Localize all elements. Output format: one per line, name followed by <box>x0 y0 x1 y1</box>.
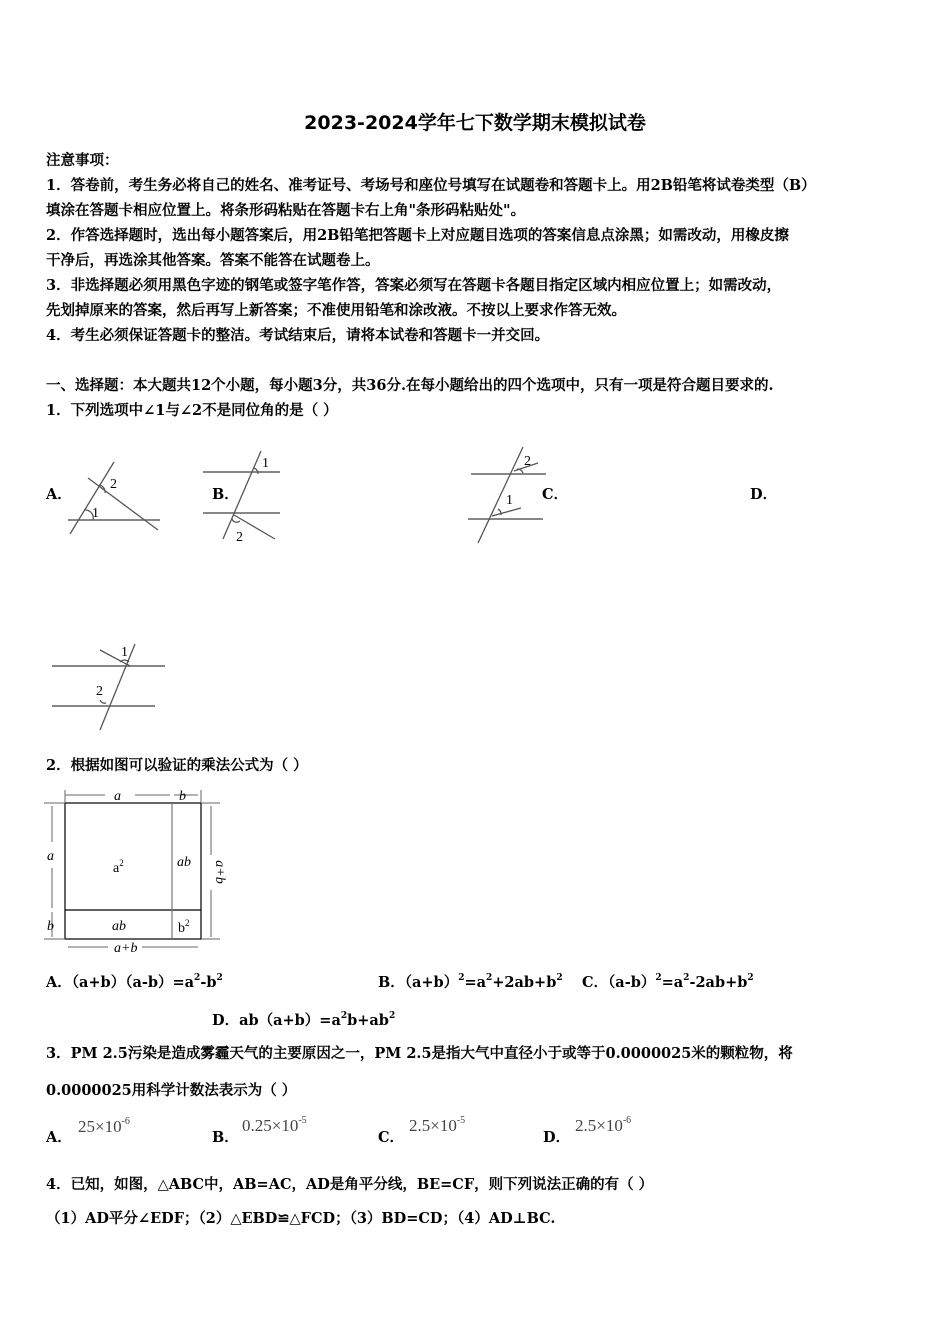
note-line: 3．非选择题必须用黑色字迹的钢笔或签字笔作答，答案必须写在答题卡各题目指定区域内相应位置上；如需改动， <box>46 277 782 294</box>
label-b-squared: $b^2$ <box>178 918 190 936</box>
label-b-left: b <box>47 919 54 934</box>
q3-option-c-value: $2.5\times 10^{-5}$ <box>409 1115 466 1135</box>
q3-option-c-label: C． <box>378 1129 405 1146</box>
note-line: 4．考生必须保证答题卡的整洁。考试结束后，请将本试卷和答题卡一并交回。 <box>46 327 550 344</box>
angle-2-label: 2 <box>236 530 243 545</box>
question-1-stem: 1．下列选项中∠1与∠2不是同位角的是（ ） <box>46 402 338 419</box>
section-heading: 一、选择题：本大题共12个小题，每小题3分，共36分.在每小题给出的四个选项中，只有一项是符合题目要求的. <box>46 377 774 394</box>
angle-2-label: 2 <box>524 454 531 469</box>
angle-1-label: 1 <box>92 506 99 521</box>
angle-2-label: 2 <box>110 477 117 492</box>
label-a-top: a <box>114 789 121 804</box>
q1-option-b-label: B． <box>212 486 239 503</box>
q3-option-d-label: D． <box>543 1129 571 1146</box>
label-a-plus-b-bottom: a+b <box>114 941 138 956</box>
q3-option-b-value: $0.25\times 10^{-5}$ <box>242 1115 307 1135</box>
note-line: 1．答卷前，考生务必将自己的姓名、准考证号、考场号和座位号填写在试题卷和答题卡上。用2B铅笔将试卷类型（B） <box>46 177 816 194</box>
q3-option-d-value: $2.5\times 10^{-6}$ <box>575 1115 632 1135</box>
label-b-top: b <box>179 789 186 804</box>
note-line: 干净后，再选涂其他答案。答案不能答在试题卷上。 <box>46 252 380 269</box>
note-line: 填涂在答题卡相应位置上。将条形码粘贴在答题卡右上角"条形码粘贴处"。 <box>46 202 526 219</box>
q1-option-a-label: A． <box>46 486 72 503</box>
note-line: 先划掉原来的答案，然后再写上新答案；不准使用铅笔和涂改液。不按以上要求作答无效。 <box>46 302 626 319</box>
angle-1-label: 1 <box>121 645 128 660</box>
label-a-left: a <box>47 849 54 864</box>
notes-heading: 注意事项： <box>46 152 119 169</box>
label-a-squared: $a^2$ <box>113 858 124 876</box>
label-ab-bottom: ab <box>112 919 126 934</box>
question-2-stem: 2．根据如图可以验证的乘法公式为（ ） <box>46 757 308 774</box>
q2-option-b: B．$(a+b)^2=a^2+2ab+b^2$ <box>378 973 563 991</box>
q1-option-c-label: C． <box>542 486 569 503</box>
question-4-statements: （1）AD平分∠EDF；（2）△EBD≌△FCD；（3）BD=CD；（4）AD⊥BC. <box>46 1210 556 1227</box>
q2-option-d: D．$ab(a+b)=a^2b+ab^2$ <box>212 1011 396 1029</box>
question-3-stem-line-1: 3．PM 2.5污染是造成雾霾天气的主要原因之一，PM 2.5是指大气中直径小于或等于0.0000025米的颗粒物，将 <box>46 1045 793 1062</box>
angle-2-label: 2 <box>96 684 103 699</box>
note-line: 2．作答选择题时，选出每小题答案后，用2B铅笔把答题卡上对应题目选项的答案信息点涂黑；如需改动，用橡皮擦 <box>46 227 789 244</box>
angle-1-label: 1 <box>262 456 269 471</box>
angle-1-label: 1 <box>506 493 513 508</box>
label-ab-right: ab <box>177 855 191 870</box>
q1-option-d-label: D． <box>750 486 778 503</box>
label-a-plus-b-right: a+b <box>212 860 227 884</box>
question-3-stem-line-2: 0.0000025用科学计数法表示为（ ） <box>46 1082 297 1099</box>
q3-option-a-value: $25\times 10^{-6}$ <box>78 1116 130 1136</box>
page-title: 2023-2024学年七下数学期末模拟试卷 <box>304 112 646 134</box>
q2-option-a: A．$(a+b)(a-b)=a^2-b^2$ <box>46 973 223 991</box>
q2-option-c: C．$(a-b)^2=a^2-2ab+b^2$ <box>582 973 754 991</box>
q3-option-b-label: B． <box>212 1129 239 1146</box>
q3-option-a-label: A． <box>46 1129 72 1146</box>
question-4-stem: 4．已知，如图，△ABC中，AB=AC，AD是角平分线，BE=CF，则下列说法正确的有（ ） <box>46 1176 654 1193</box>
